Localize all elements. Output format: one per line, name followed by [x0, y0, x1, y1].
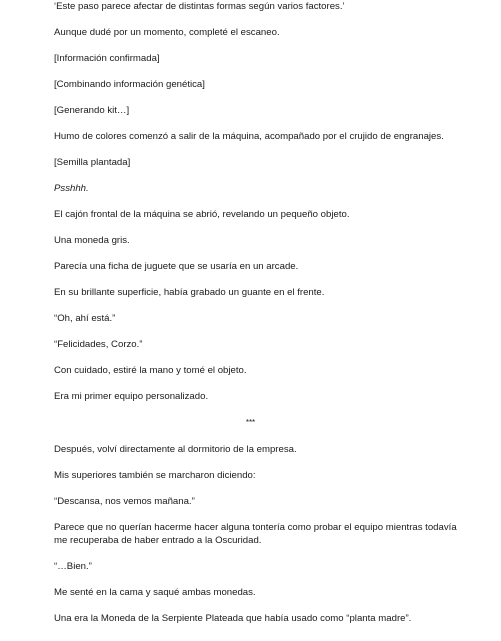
paragraph-16: Era mi primer equipo personalizado. — [54, 391, 209, 402]
paragraph-12: En su brillante superficie, había grabado un guante en el frente. — [54, 287, 325, 298]
paragraph-22: Me senté en la cama y saqué ambas monedas. — [54, 587, 256, 598]
paragraph-1: ‘Este paso parece afectar de distintas formas según varios factores.’ — [54, 1, 345, 12]
paragraph-18: Mis superiores también se marcharon diciendo: — [54, 470, 256, 481]
paragraph-15: Con cuidado, estiré la mano y tomé el objeto. — [54, 365, 247, 376]
paragraph-4: [Combinando información genética] — [54, 79, 205, 90]
paragraph-8: Psshhh. — [54, 183, 89, 194]
paragraph-7: [Semilla plantada] — [54, 157, 131, 168]
paragraph-20: Parece que no querían hacerme hacer alguna tontería como probar el equipo mientras todavía me recuperaba de haber entrado a la Oscuridad. — [54, 522, 457, 546]
paragraph-3: [Información confirmada] — [54, 53, 160, 64]
paragraph-6: Humo de colores comenzó a salir de la máquina, acompañado por el crujido de engranajes. — [54, 131, 444, 142]
paragraph-9: El cajón frontal de la máquina se abrió, revelando un pequeño objeto. — [54, 209, 350, 220]
paragraph-5: [Generando kit…] — [54, 105, 130, 116]
paragraph-13: “Oh, ahí está.” — [54, 313, 116, 324]
paragraph-2: Aunque dudé por un momento, completé el escaneo. — [54, 27, 280, 38]
paragraph-14: “Felicidades, Corzo.” — [54, 339, 143, 350]
paragraph-10: Una moneda gris. — [54, 235, 130, 246]
paragraph-11: Parecía una ficha de juguete que se usaría en un arcade. — [54, 261, 299, 272]
paragraph-23: Una era la Moneda de la Serpiente Plateada que había usado como “planta madre”. — [54, 613, 412, 624]
paragraph-21: “…Bien.” — [54, 561, 92, 572]
paragraph-19: “Descansa, nos vemos mañana.” — [54, 496, 195, 507]
section-break: *** — [245, 418, 256, 427]
paragraph-17: Después, volví directamente al dormitorio de la empresa. — [54, 444, 297, 455]
